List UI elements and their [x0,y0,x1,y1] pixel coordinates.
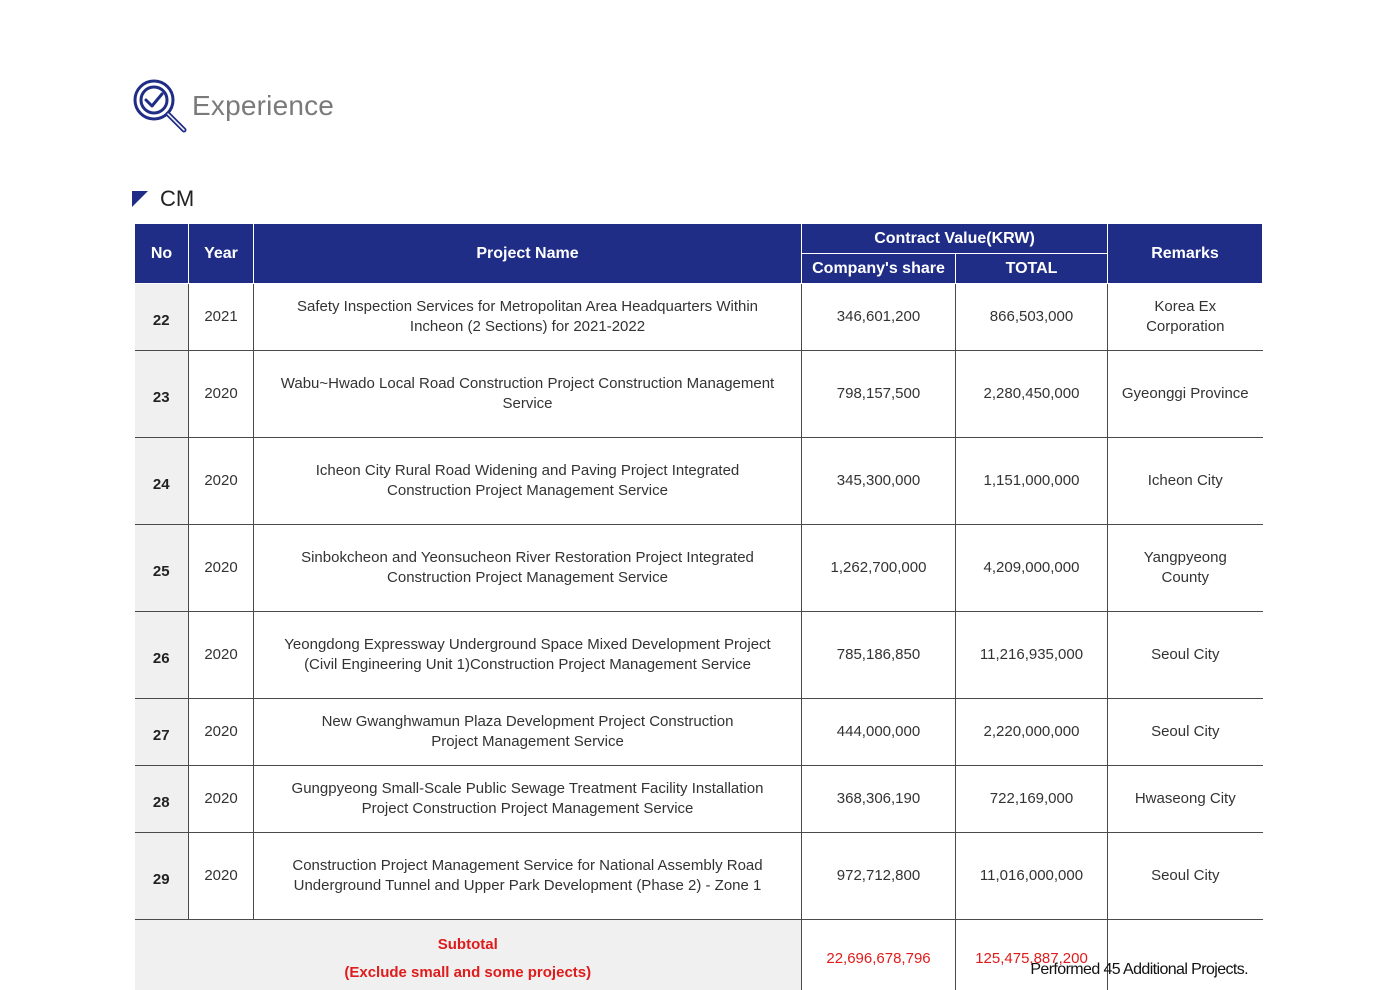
row-company-share: 785,186,850 [802,612,956,699]
table-header-row [135,224,1263,254]
row-total: 1,151,000,000 [956,438,1108,525]
footer-note: Performed 45 Additional Projects. [1030,961,1248,978]
row-total: 2,220,000,000 [956,699,1108,766]
row-project-name: Sinbokcheon and Yeonsucheon River Restoration Project Integrated Construction Project Management Service [254,525,802,612]
header-project-name: Project Name [254,224,802,284]
row-total: 722,169,000 [956,766,1108,833]
row-project-name: Yeongdong Expressway Underground Space Mixed Development Project (Civil Engineering Unit 1)Construction Project Management Service [254,612,802,699]
table-row [135,525,1263,612]
row-company-share: 345,300,000 [802,438,956,525]
row-no: 27 [135,699,189,766]
row-company-share: 368,306,190 [802,766,956,833]
row-remarks: Seoul City [1108,699,1263,766]
section-heading [132,184,194,214]
subtotal-remarks [1108,920,1263,990]
table-row [135,612,1263,699]
row-remarks: Gyeonggi Province [1108,351,1263,438]
magnifier-check-icon [132,78,188,134]
row-year: 2021 [189,284,254,351]
row-company-share: 1,262,700,000 [802,525,956,612]
row-project-name: Construction Project Management Service for National Assembly Road Underground Tunnel and Upper Park Development (Phase 2) - Zone 1 [254,833,802,920]
row-remarks: Seoul City [1108,612,1263,699]
row-project-name: Icheon City Rural Road Widening and Paving Project Integrated Construction Project Management Service [254,438,802,525]
cm-projects-table [134,223,1263,990]
row-year: 2020 [189,525,254,612]
row-year: 2020 [189,699,254,766]
header-contract-value: Contract Value(KRW) [802,224,1108,254]
table-row [135,766,1263,833]
page-header [132,76,334,136]
header-remarks: Remarks [1108,224,1263,284]
header-company-share: Company's share [802,254,956,284]
table-row [135,284,1263,351]
row-remarks: Hwaseong City [1108,766,1263,833]
row-year: 2020 [189,438,254,525]
table-row [135,351,1263,438]
row-no: 24 [135,438,189,525]
row-company-share: 798,157,500 [802,351,956,438]
header-no: No [135,224,189,284]
row-project-name: Safety Inspection Services for Metropolitan Area Headquarters Within Incheon (2 Sections) for 2021-2022 [254,284,802,351]
header-year: Year [189,224,254,284]
page-title: Experience [192,90,335,121]
subtotal-row [135,920,1263,990]
row-no: 22 [135,284,189,351]
row-total: 2,280,450,000 [956,351,1108,438]
row-year: 2020 [189,612,254,699]
row-total: 11,216,935,000 [956,612,1108,699]
row-year: 2020 [189,351,254,438]
row-total: 11,016,000,000 [956,833,1108,920]
row-company-share: 346,601,200 [802,284,956,351]
section-marker-icon [132,191,148,207]
row-year: 2020 [189,833,254,920]
row-no: 25 [135,525,189,612]
row-remarks: Korea Ex Corporation [1108,284,1263,351]
row-project-name: Wabu~Hwado Local Road Construction Project Construction Management Service [254,351,802,438]
subtotal-label: Subtotal (Exclude small and some projects) [135,920,802,990]
header-total: TOTAL [956,254,1108,284]
row-no: 28 [135,766,189,833]
subtotal-total: 125,475,887,200 [956,920,1108,990]
row-no: 29 [135,833,189,920]
row-company-share: 972,712,800 [802,833,956,920]
row-year: 2020 [189,766,254,833]
table-row [135,833,1263,920]
subtotal-company-share: 22,696,678,796 [802,920,956,990]
table-row [135,699,1263,766]
row-total: 866,503,000 [956,284,1108,351]
row-project-name: Gungpyeong Small-Scale Public Sewage Treatment Facility Installation Project Construction Project Management Service [254,766,802,833]
section-title: CM [160,186,195,211]
row-no: 26 [135,612,189,699]
row-remarks: Icheon City [1108,438,1263,525]
row-total: 4,209,000,000 [956,525,1108,612]
row-remarks: Seoul City [1108,833,1263,920]
row-remarks: Yangpyeong County [1108,525,1263,612]
row-project-name: New Gwanghwamun Plaza Development Project Construction Project Management Service [254,699,802,766]
row-no: 23 [135,351,189,438]
table-row [135,438,1263,525]
row-company-share: 444,000,000 [802,699,956,766]
